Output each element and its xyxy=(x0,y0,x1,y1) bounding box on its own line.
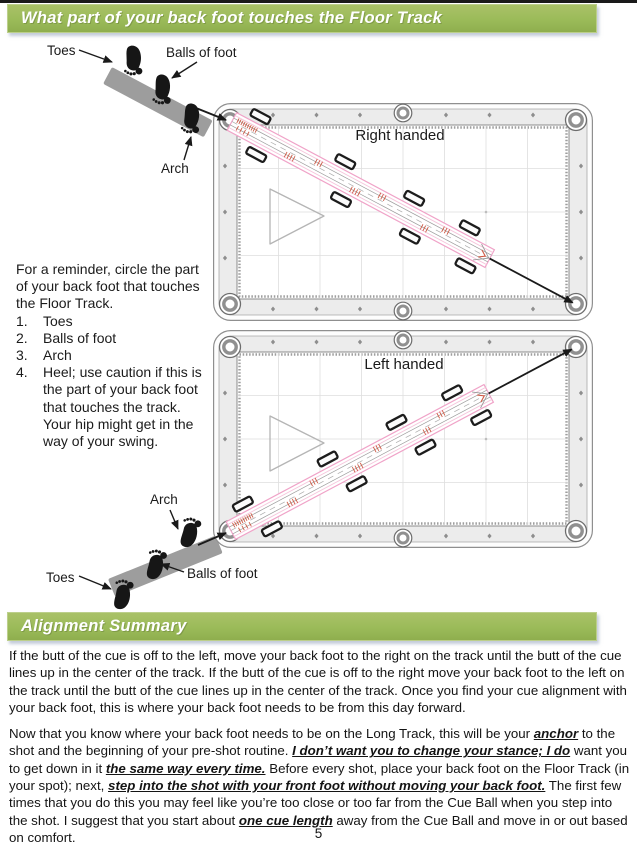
reminder-item: Heel; use caution if this is the part of your back foot that touches the track. Your hip might get in the way of your swing. xyxy=(43,364,202,450)
label-balls-of-foot-top: Balls of foot xyxy=(166,45,237,60)
label-toes-bottom: Toes xyxy=(46,570,75,585)
reminder-list xyxy=(16,313,204,451)
summary-paragraph-1: If the butt of the cue is off to the left, move your back foot to the right on the track until the butt of the cue lines up in the center of the track. If the butt of the cue is off to the right move your back foot to the left on the track until the butt of the cue lines up in the center of the track. Once you find your cue alignment with your back foot, this is where your back foot needs to be from this day forward. xyxy=(9,648,627,715)
section-title-back-foot: What part of your back foot touches the Floor Track xyxy=(21,9,443,27)
section-header-back-foot xyxy=(7,4,597,33)
reminder-intro: For a reminder, circle the part of your back foot that touches the Floor Track. xyxy=(16,261,200,312)
reminder-item: Balls of foot xyxy=(43,329,117,346)
label-toes-top: Toes xyxy=(47,43,76,58)
reminder-item: Arch xyxy=(43,347,72,364)
toes-top-arrow xyxy=(79,50,112,62)
label-arch-bottom: Arch xyxy=(150,492,178,507)
summary-text xyxy=(9,647,631,855)
toes-bottom-arrow xyxy=(79,576,111,589)
section-header-alignment-summary xyxy=(7,612,597,641)
arch-top-arrow xyxy=(184,137,191,160)
table-label-left-handed: Left handed xyxy=(364,356,444,373)
footprint-icon xyxy=(124,45,144,76)
page-top-border xyxy=(0,0,637,3)
arch-bottom-arrow xyxy=(170,510,178,529)
reminder-block xyxy=(16,261,204,450)
reminder-item: Toes xyxy=(43,312,73,329)
page-number: 5 xyxy=(314,826,323,841)
label-arch-top: Arch xyxy=(161,161,189,176)
section-title-alignment-summary: Alignment Summary xyxy=(21,617,187,635)
balls-of-foot-top-arrow xyxy=(172,62,197,78)
summary-paragraph-2: Now that you know where your back foot needs to be on the Long Track, this will be your anchor to the shot and the beginning of your pre-shot routine. I don’t want you to change your stance; I do want you to get down in it the same way every time. Before every shot, place your back foot on the Floor Track (in your spot); next, step into the shot with your front foot without moving your back foot. The first few times that you do this you may feel like you’re too close or too far from the Cue Ball when you step into the shot. I suggest that you start about one cue length away from the Cue Ball and move in or out based on comfort. xyxy=(9,726,630,845)
table-label-right-handed: Right handed xyxy=(355,127,445,144)
label-balls-of-foot-bottom: Balls of foot xyxy=(187,566,258,581)
